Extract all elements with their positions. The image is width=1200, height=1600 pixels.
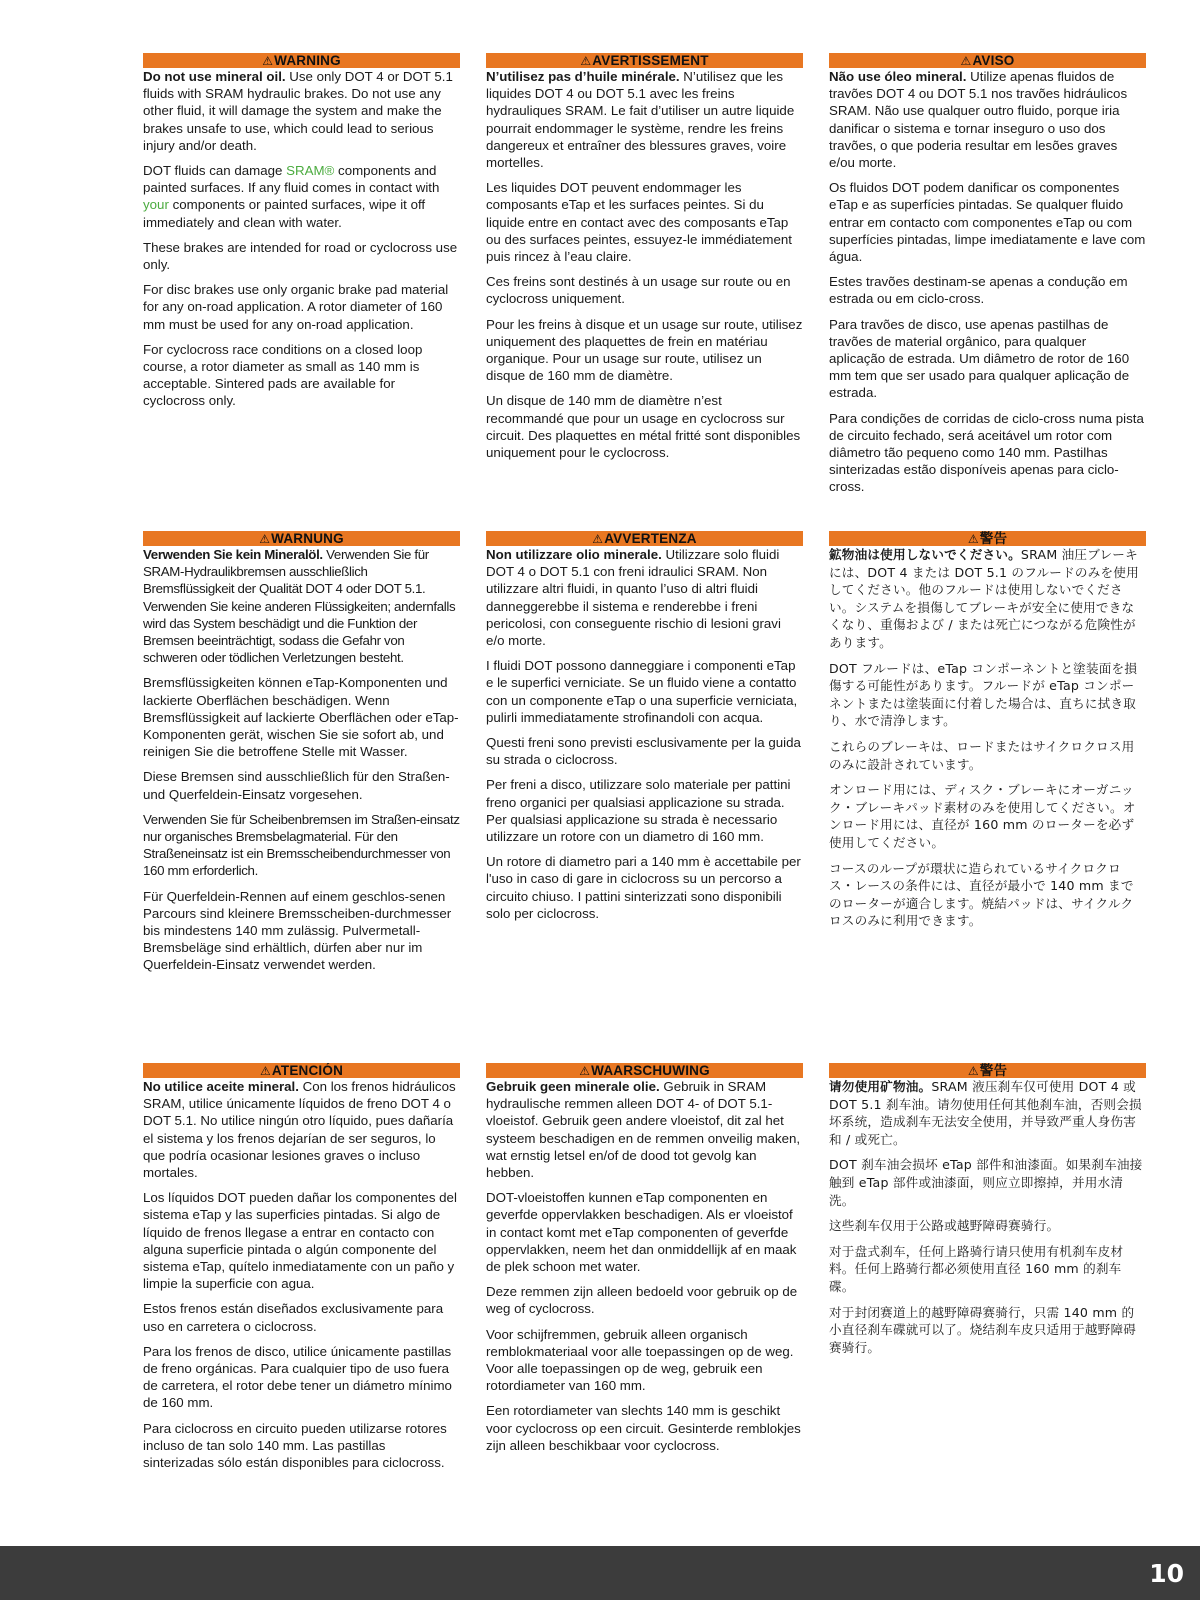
paragraph-2: Bremsflüssigkeiten können eTap-Komponenten und lackierte Oberflächen beschädigen. Wenn Bremsflüssigkeit auf lackierte Oberflächen oder eTap-Komponenten gerät, wischen Sie sie sofort ab, und reinigen Sie die betroffene Stelle mit Wasser. [143,675,459,760]
paragraph-5: For cyclocross race conditions on a closed loop course, a rotor diameter as small as 140 mm is acceptable. Sintered pads are available for cyclocross only. [143,341,423,409]
paragraph-4: Para travões de disco, use apenas pastilhas de travões de material orgânico, para qualquer aplicação de estrada. Um diâmetro de rotor de 160 mm tem que ser usado para qualquer aplicação de estrada. [829,316,1130,401]
paragraph-5: Un disque de 140 mm de diamètre n’est recommandé que pour un usage en cyclocross sur circuit. Des plaquettes en métal fritté sont disponibles uniquement pour le cyclocross. [486,393,801,461]
paragraph-5: Para condições de corridas de ciclo-cross numa pista de circuito fechado, será aceitável um rotor com diâmetro tão pequeno como 140 mm. Pastilhas sinterizadas estão disponíveis apenas para ciclo-cross. [829,410,1144,495]
paragraph-5: コースのループが環状に造られているサイクロクロス・レースの条件には、直径が最小で 140 mm までのローターが適合します。焼結パッドは、サイクルクロスのみに利用できます。 [829,860,1134,929]
banner-heading: AVVERTENZA [604,531,697,546]
row-3 [143,1063,1146,1479]
paragraph-4: 对于盘式刹车，任何上路骑行请只使用有机刹车皮材料。任何上路骑行都必须使用直径 160 mm 的刹车碟。 [829,1243,1124,1294]
paragraph-2: DOT フルードは、eTap コンポーネントと塗装面を損傷する可能性があります。フルードが eTap コンポーネントまたは塗装面に付着した場合は、直ちに拭き取り、水で清浄します。 [829,660,1138,729]
section-spanish [143,1063,460,1479]
paragraph-1 [486,1078,803,1181]
section-german [143,531,460,982]
warning-triangle-icon: ⚠ [259,532,271,546]
lead-text: Não use óleo mineral. [829,69,967,84]
paragraph-3: Deze remmen zijn alleen bedoeld voor gebruik op de weg of cyclocross. [486,1284,798,1317]
body-text: SRAM 油圧ブレーキには、DOT 4 または DOT 5.1 のフルードのみを使用してください。他のフルードは使用しないでください。システムを損傷してブレーキが安全に使用できなくなり、重傷および / または死亡につながる危険性があります。 [829,547,1139,650]
banner-heading: WARNING [274,53,341,68]
warning-triangle-icon: ⚠ [580,54,592,68]
paragraph-3: 这些刹车仅用于公路或越野障碍赛骑行。 [829,1218,1060,1234]
paragraph-3: Estos frenos están diseñados exclusivamente para uso en carretera o ciclocross. [143,1301,444,1334]
warning-banner [143,1063,460,1078]
paragraph-2 [143,162,460,231]
highlight-your: your [143,197,169,213]
paragraph-3: Ces freins sont destinés à un usage sur route ou en cyclocross uniquement. [486,274,791,307]
paragraph-5: Een rotordiameter van slechts 140 mm is geschikt voor cyclocross op een circuit. Gesinterde remblokjes zijn alleen beschikbaar voor cyclocross. [486,1403,801,1453]
warning-banner [486,53,803,68]
section-italian [486,531,803,982]
paragraph-2: DOT 刹车油会损坏 eTap 部件和油漆面。如果刹车油接触到 eTap 部件或油漆面，则应立即擦掉，并用水清洗。 [829,1157,1143,1208]
paragraph-1 [486,546,803,649]
lead-text: Do not use mineral oil. [143,69,286,84]
paragraph-3: Questi freni sono previsti esclusivamente per la guida su strada o ciclocross. [486,735,801,768]
sram-mark: SRAM® [286,163,335,179]
paragraph-4: Voor schijfremmen, gebruik alleen organisch remblokmateriaal voor alle toepassingen op de weg. Voor alle toepassingen op de weg, gebruik een rotordiameter van 160 mm. [486,1326,794,1394]
warning-triangle-icon: ⚠ [967,532,979,546]
lead-text: Verwenden Sie kein Mineralöl. [143,547,323,562]
footer-bar [0,1546,1200,1600]
paragraph-1 [829,1078,1146,1148]
paragraph-5: Para ciclocross en circuito pueden utilizarse rotores incluso de tan solo 140 mm. Las pastillas sinterizadas sólo están disponibles para ciclocross. [143,1420,447,1471]
section-english [143,53,460,504]
banner-heading: WAARSCHUWING [591,1063,710,1078]
page-number: 10 [1149,1559,1184,1588]
body-text: components or painted surfaces, wipe it off immediately and clean with water. [143,197,426,230]
paragraph-1 [829,68,1146,171]
paragraph-4: Per freni a disco, utilizzare solo materiale per pattini freno organici per qualsiasi applicazione su strada. Per qualsiasi applicazione su strada è necessario utilizzare un rotore con un diametro di 160 mm. [486,777,791,845]
paragraph-4: Verwenden Sie für Scheibenbremsen im Straßen-einsatz nur organisches Bremsbelagmaterial. Für den Straßeneinsatz ist ein Bremsscheibendurchmesser von 160 mm erforderlich. [143,811,460,879]
paragraph-3: Diese Bremsen sind ausschließlich für den Straßen- und Querfeldein-Einsatz vorgesehen. [143,769,450,802]
banner-heading: WARNUNG [271,531,344,546]
warning-banner [829,531,1146,546]
body-text: Utilizzare solo fluidi DOT 4 o DOT 5.1 con freni idraulici SRAM. Non utilizzare altri fluidi, in quanto l’uso di altri fluidi danneggerebbe il sistema e renderebbe i freni pericolosi, con conseguente rischio di lesioni gravi e/o morte. [486,547,781,649]
warning-triangle-icon: ⚠ [579,1064,591,1078]
paragraph-4: Para los frenos de disco, utilice únicamente pastillas de freno orgánicas. Para cualquier tipo de uso fuera de carretera, el rotor debe tener un diámetro mínimo de 160 mm. [143,1343,452,1411]
paragraph-5: 对于封闭赛道上的越野障碍赛骑行，只需 140 mm 的小直径刹车碟就可以了。烧结刹车皮只适用于越野障碍赛骑行。 [829,1304,1137,1355]
paragraph-1 [829,546,1146,652]
warning-triangle-icon: ⚠ [967,1064,979,1078]
paragraph-4: For disc brakes use only organic brake pad material for any on-road application. A rotor diameter of 160 mm must be used for any on-road application. [143,282,449,332]
banner-heading: 警告 [979,531,1008,546]
warning-banner [486,531,803,546]
warning-banner [143,53,460,68]
lead-text: Gebruik geen minerale olie. [486,1079,660,1094]
paragraph-1 [143,546,460,666]
paragraph-1 [143,68,460,154]
paragraph-2: Os fluidos DOT podem danificar os componentes eTap e as superfícies pintadas. Se qualquer fluido entrar em contacto com componentes eTap ou com superfícies pintadas, limpe imediatamente e lave com água. [829,180,1146,265]
paragraph-3: These brakes are intended for road or cyclocross use only. [143,239,458,273]
section-chinese [829,1063,1146,1479]
paragraph-2: Les liquides DOT peuvent endommager les composants eTap et les surfaces peintes. Si du liquide entre en contact avec des composants eTap ou des surfaces peintes, essuyez-le immédiatement puis rincez à l’eau claire. [486,180,792,265]
section-japanese [829,531,1146,982]
warning-triangle-icon: ⚠ [592,532,604,546]
section-dutch [486,1063,803,1479]
body-text: Use only DOT 4 or DOT 5.1 fluids with SRAM hydraulic brakes. Do not use any other fluid, it will damage the system and make the brakes unsafe to use, which could lead to serious injury and/or death. [143,69,453,153]
banner-heading: 警告 [979,1063,1008,1078]
paragraph-5: Für Querfeldein-Rennen auf einem geschlos-senen Parcours sind kleinere Bremsscheiben-durchmesser bis mindestens 140 mm zulässig. Pulvermetall-Bremsbeläge sind erhältlich, dürfen aber nur im Querfeldein-Einsatz verwendet werden. [143,888,452,973]
body-text: N’utilisez que les liquides DOT 4 ou DOT 5.1 avec les freins hydrauliques SRAM. Le fait d’utiliser un autre liquide pourrait endommager le système, rendre les freins dangereux et entraîner des blessures graves, voire mortelles. [486,69,795,171]
body-text: DOT fluids can damage [143,163,287,179]
body-text: Utilize apenas fluidos de travões DOT 4 ou DOT 5.1 nos travões hidráulicos SRAM. Não use qualquer outro fluido, porque iria danificar o sistema e tornar inseguro o uso dos travões, o que poderia resultar em lesões graves e/ou morte. [829,69,1128,171]
warning-banner [486,1063,803,1078]
warning-triangle-icon: ⚠ [960,54,972,68]
body-text: Verwenden Sie für SRAM-Hydraulikbremsen ausschließlich Bremsflüssigkeit der Qualität DOT 4 oder DOT 5.1. Verwenden Sie keine anderen Flüssigkeiten; andernfalls wird das System beschädigt und die Funktion der Bremsen beeinträchtigt, sodass die Gefahr von schweren oder tödlichen Verletzungen besteht. [143,547,456,666]
lead-text: 请勿使用矿物油。 [829,1079,932,1094]
lead-text: 鉱物油は使用しないでください。 [829,547,1021,562]
section-portuguese [829,53,1146,504]
paragraph-4: オンロード用には、ディスク・ブレーキにオーガニック・ブレーキパッド素材のみを使用してください。オンロード用には、直径が 160 mm のローターを必ず使用してください。 [829,782,1136,850]
lead-text: N’utilisez pas d’huile minérale. [486,69,680,84]
paragraph-4: Pour les freins à disque et un usage sur route, utilisez uniquement des plaquettes de frein en matériau organique. Pour un usage sur route, utilisez un disque de 160 mm de diamètre. [486,316,803,384]
warning-triangle-icon: ⚠ [262,54,274,68]
warning-banner [143,531,460,546]
section-french [486,53,803,504]
lead-text: Non utilizzare olio minerale. [486,547,662,562]
body-text: SRAM 液压刹车仅可使用 DOT 4 或 DOT 5.1 刹车油。请勿使用任何其他刹车油，否则会损坏系统，造成刹车无法安全使用，并导致严重人身伤害和 / 或死亡。 [829,1079,1142,1147]
banner-heading: AVISO [972,53,1015,68]
paragraph-3: これらのブレーキは、ロードまたはサイクロクロス用のみに設計されています。 [829,738,1135,772]
row-2 [143,531,1146,982]
banner-heading: AVERTISSEMENT [592,53,709,68]
row-1 [143,53,1146,504]
body-text: Con los frenos hidráulicos SRAM, utilice únicamente líquidos de freno DOT 4 o DOT 5.1. No utilice ningún otro líquido, pues dañaría el sistema y los frenos dejarían de ser seguros, lo que podría ocasionar lesiones graves o incluso mortales. [143,1079,456,1181]
paragraph-3: Estes travões destinam-se apenas a condução em estrada ou em ciclo-cross. [829,274,1128,307]
banner-heading: ATENCIÓN [271,1063,344,1078]
paragraph-2: DOT-vloeistoffen kunnen eTap componenten en geverfde oppervlakken beschadigen. Als er vloeistof in contact komt met eTap componenten of geverfde oppervlakken, neem het dan onmiddellijk af en maak de plek schoon met water. [486,1190,797,1275]
paragraph-1 [143,1078,460,1181]
paragraph-2: Los líquidos DOT pueden dañar los componentes del sistema eTap y las superficies pintadas. Si algo de líquido de frenos llegase a entrar en contacto con alguna superficie pintada o algún componente del sistema eTap, quítelo inmediatamente con un paño y limpie la superficie con agua. [143,1190,457,1292]
paragraph-1 [486,68,803,171]
warning-banner [829,53,1146,68]
paragraph-5: Un rotore di diametro pari a 140 mm è accettabile per l'uso in caso di gare in ciclocross su un percorso a circuito chiuso. I pattini sinterizzati sono disponibili solo per ciclocross. [486,854,801,921]
body-text: Gebruik in SRAM hydraulische remmen alleen DOT 4- of DOT 5.1-vloeistof. Gebruik geen andere vloeistof, dit zal het systeem beschadigen en de remmen onveilig maken, wat ernstig letsel en/of de dood tot gevolg kan hebben. [486,1079,801,1181]
warning-banner [829,1063,1146,1078]
warning-triangle-icon: ⚠ [259,1064,271,1078]
body-text: components and painted surfaces. If any fluid comes in contact with [143,163,440,196]
lead-text: No utilice aceite mineral. [143,1079,299,1094]
paragraph-2: I fluidi DOT possono danneggiare i componenti eTap e le superfici verniciate. Se un fluido viene a contatto con un componente eTap o una superficie verniciata, pulirli immediatamente strofinandoli con acqua. [486,658,798,725]
